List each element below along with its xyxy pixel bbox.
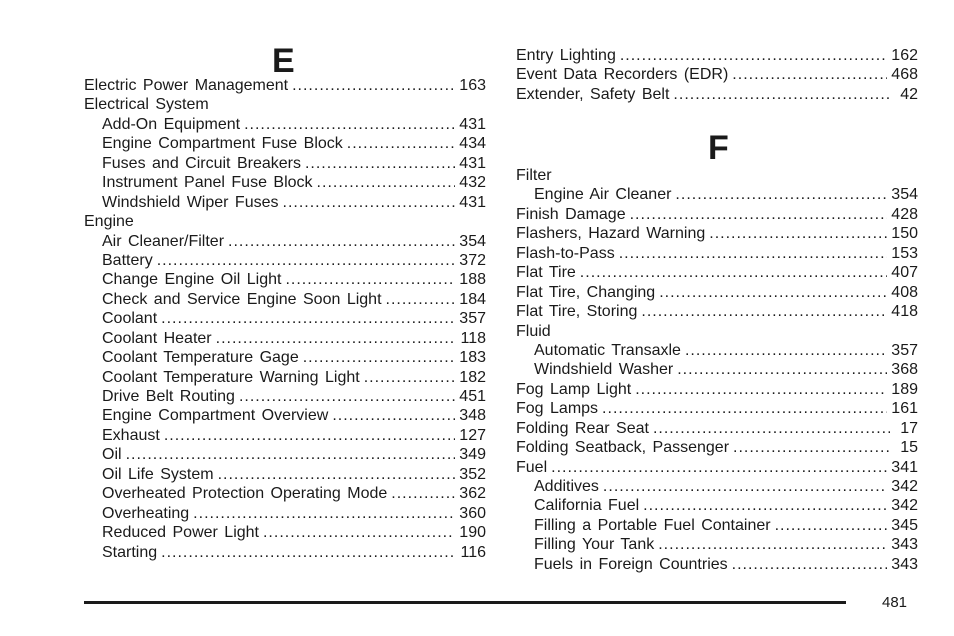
entry-page-number: 188: [459, 271, 486, 289]
index-subentry: [516, 360, 918, 379]
dot-leader: [157, 251, 456, 270]
entry-label: Coolant Temperature Warning Light: [102, 368, 360, 386]
index-list-f: [516, 166, 918, 574]
entry-page-number: 17: [900, 419, 918, 437]
index-subentry: [516, 555, 918, 574]
entry-label: Windshield Washer: [534, 361, 674, 379]
dot-leader: [161, 543, 456, 562]
dot-leader: [161, 309, 455, 328]
entry-page-number: 431: [459, 115, 486, 133]
index-entry: [84, 95, 486, 114]
entry-label: Change Engine Oil Light: [102, 271, 282, 289]
entry-label: Engine Compartment Fuse Block: [102, 135, 343, 153]
index-entry: [516, 85, 918, 104]
entry-page-number: 343: [891, 555, 918, 573]
index-subentry: [84, 523, 486, 542]
index-subentry: [84, 504, 486, 523]
index-subentry: [84, 329, 486, 348]
index-subentry: [84, 465, 486, 484]
entry-label: Finish Damage: [516, 205, 626, 223]
entry-page-number: 349: [459, 446, 486, 464]
dot-leader: [364, 368, 456, 387]
entry-label: Battery: [102, 251, 153, 269]
entry-page-number: 127: [459, 426, 486, 444]
entry-page-number: 354: [891, 186, 918, 204]
entry-label: Event Data Recorders (EDR): [516, 66, 729, 84]
entry-label: Coolant Temperature Gage: [102, 349, 299, 367]
dot-leader: [635, 380, 887, 399]
index-subentry: [84, 232, 486, 251]
entry-label: Fog Lamps: [516, 400, 599, 418]
index-subentry: [516, 477, 918, 496]
index-entry: [84, 212, 486, 231]
index-entry: [516, 458, 918, 477]
entry-label: Exhaust: [102, 426, 160, 444]
entry-page-number: 182: [459, 368, 486, 386]
entry-page-number: 357: [891, 341, 918, 359]
dot-leader: [685, 341, 887, 360]
dot-leader: [283, 193, 456, 212]
dot-leader: [677, 360, 887, 379]
index-entry: [516, 302, 918, 321]
index-subentry: [84, 154, 486, 173]
entry-page-number: 342: [891, 478, 918, 495]
entry-label: Engine Compartment Overview: [102, 407, 329, 425]
entry-page-number: 15: [900, 439, 918, 457]
entry-page-number: 162: [891, 47, 918, 64]
entry-label: Drive Belt Routing: [102, 388, 235, 405]
entry-label: Flash-to-Pass: [516, 244, 615, 262]
index-subentry: [84, 270, 486, 289]
entry-page-number: 428: [891, 205, 918, 223]
dot-leader: [244, 115, 455, 134]
index-entry: [516, 46, 918, 65]
entry-page-number: 431: [459, 193, 486, 211]
entry-label: Windshield Wiper Fuses: [102, 193, 279, 211]
entry-label: Filling a Portable Fuel Container: [534, 516, 771, 534]
entry-label: Flat Tire: [516, 264, 576, 282]
dot-leader: [659, 283, 887, 302]
index-subentry: [84, 406, 486, 425]
index-entry: [516, 166, 918, 185]
index-entry: [516, 65, 918, 84]
entry-label: Oil Life System: [102, 465, 214, 483]
entry-label: Engine: [84, 213, 134, 231]
index-subentry: [84, 426, 486, 445]
index-entry: [516, 263, 918, 282]
dot-leader: [126, 445, 456, 464]
entry-page-number: 183: [459, 349, 486, 367]
dot-leader: [193, 504, 455, 523]
entry-label: Fog Lamp Light: [516, 380, 632, 398]
dot-leader: [347, 134, 456, 153]
entry-page-number: 190: [459, 524, 486, 542]
dot-leader: [675, 185, 887, 204]
index-list-e: [84, 76, 486, 562]
index-entry: [516, 438, 918, 457]
entry-label: Instrument Panel Fuse Block: [102, 174, 313, 192]
index-subentry: [84, 309, 486, 328]
dot-leader: [317, 173, 456, 192]
entry-page-number: 153: [891, 244, 918, 262]
dot-leader: [603, 477, 887, 496]
dot-leader: [285, 270, 455, 289]
entry-page-number: 343: [891, 536, 918, 554]
dot-leader: [305, 154, 455, 173]
index-subentry: [84, 173, 486, 192]
index-subentry: [84, 484, 486, 503]
dot-leader: [391, 484, 455, 503]
entry-label: Fuels in Foreign Countries: [534, 555, 728, 573]
entry-label: Coolant Heater: [102, 329, 212, 347]
index-entry: [516, 399, 918, 418]
dot-leader: [732, 555, 888, 574]
entry-page-number: 432: [459, 174, 486, 192]
index-subentry: [516, 535, 918, 554]
entry-page-number: 360: [459, 504, 486, 522]
dot-leader: [619, 244, 888, 263]
index-subentry: [84, 543, 486, 562]
entry-label: Entry Lighting: [516, 47, 616, 64]
dot-leader: [658, 535, 887, 554]
entry-page-number: 342: [891, 497, 918, 515]
entry-page-number: 418: [891, 303, 918, 321]
dot-leader: [733, 438, 890, 457]
entry-page-number: 341: [891, 458, 918, 476]
entry-page-number: 407: [891, 264, 918, 282]
entry-page-number: 468: [891, 66, 918, 84]
index-entry: [84, 76, 486, 95]
entry-label: Check and Service Engine Soon Light: [102, 290, 382, 308]
dot-leader: [303, 348, 456, 367]
entry-page-number: 348: [459, 407, 486, 425]
index-subentry: [84, 290, 486, 309]
entry-label: Automatic Transaxle: [534, 341, 681, 359]
entry-page-number: 408: [891, 283, 918, 301]
entry-page-number: 368: [891, 361, 918, 379]
footer-rule: [84, 601, 846, 604]
dot-leader: [292, 76, 455, 95]
dot-leader: [386, 290, 456, 309]
entry-label: Fuses and Circuit Breakers: [102, 154, 301, 172]
index-subentry: [516, 516, 918, 535]
entry-page-number: 184: [459, 290, 486, 308]
entry-label: Electric Power Management: [84, 77, 289, 94]
entry-label: Folding Rear Seat: [516, 419, 649, 437]
dot-leader: [775, 516, 888, 535]
entry-page-number: 431: [459, 154, 486, 172]
dot-leader: [643, 496, 887, 515]
entry-label: California Fuel: [534, 497, 640, 515]
entry-page-number: 354: [459, 232, 486, 250]
entry-label: Oil: [102, 446, 122, 464]
entry-label: Reduced Power Light: [102, 524, 259, 542]
entry-page-number: 357: [459, 310, 486, 328]
entry-page-number: 42: [900, 85, 918, 103]
index-subentry: [516, 341, 918, 360]
index-entry: [516, 244, 918, 263]
dot-leader: [641, 302, 887, 321]
entry-page-number: 345: [891, 516, 918, 534]
index-subentry: [84, 193, 486, 212]
dot-leader: [228, 232, 455, 251]
index-entry: [516, 205, 918, 224]
index-entry: [516, 224, 918, 243]
index-subentry: [516, 185, 918, 204]
entry-label: Engine Air Cleaner: [534, 186, 672, 204]
entry-page-number: 451: [459, 388, 486, 405]
entry-label: Overheating: [102, 504, 190, 522]
dot-leader: [620, 46, 887, 65]
dot-leader: [164, 426, 455, 445]
entry-label: Coolant: [102, 310, 158, 328]
dot-leader: [218, 465, 456, 484]
entry-page-number: 372: [459, 251, 486, 269]
entry-label: Add-On Equipment: [102, 115, 241, 133]
index-subentry: [84, 368, 486, 387]
entry-label: Folding Seatback, Passenger: [516, 439, 730, 457]
entry-label: Overheated Protection Operating Mode: [102, 485, 388, 503]
index-entry: [516, 283, 918, 302]
index-subentry: [84, 387, 486, 406]
index-entry: [516, 419, 918, 438]
entry-page-number: 163: [459, 77, 486, 94]
index-subentry: [84, 134, 486, 153]
dot-leader: [602, 399, 887, 418]
entry-label: Filling Your Tank: [534, 536, 655, 554]
entry-label: Air Cleaner/Filter: [102, 232, 225, 250]
entry-page-number: 362: [459, 485, 486, 503]
dot-leader: [732, 65, 887, 84]
entry-label: Flat Tire, Storing: [516, 303, 638, 321]
page-number: 481: [882, 594, 908, 611]
entry-label: Electrical System: [84, 96, 209, 114]
entry-label: Fluid: [516, 322, 551, 340]
index-subentry: [84, 115, 486, 134]
dot-leader: [653, 419, 890, 438]
dot-leader: [216, 329, 457, 348]
entry-page-number: 118: [460, 329, 486, 347]
index-subentry: [84, 251, 486, 270]
index-list-e-continued: [516, 46, 918, 104]
index-subentry: [516, 496, 918, 515]
index-subentry: [84, 445, 486, 464]
section-letter-f: F: [708, 129, 729, 167]
entry-page-number: 116: [460, 543, 486, 561]
dot-leader: [709, 224, 887, 243]
entry-label: Flashers, Hazard Warning: [516, 225, 706, 243]
index-entry: [516, 322, 918, 341]
entry-page-number: 150: [891, 225, 918, 243]
dot-leader: [332, 406, 455, 425]
entry-page-number: 352: [459, 465, 486, 483]
entry-label: Extender, Safety Belt: [516, 85, 670, 103]
entry-page-number: 189: [891, 380, 918, 398]
entry-label: Fuel: [516, 458, 548, 476]
entry-label: Starting: [102, 543, 158, 561]
dot-leader: [580, 263, 888, 282]
dot-leader: [673, 85, 890, 104]
section-letter-e: E: [272, 42, 295, 80]
dot-leader: [263, 523, 455, 542]
entry-label: Flat Tire, Changing: [516, 283, 656, 301]
entry-page-number: 434: [459, 135, 486, 153]
index-entry: [516, 380, 918, 399]
entry-page-number: 161: [891, 400, 918, 418]
dot-leader: [630, 205, 888, 224]
entry-label: Filter: [516, 167, 552, 184]
entry-label: Additives: [534, 478, 599, 495]
dot-leader: [551, 458, 887, 477]
index-subentry: [84, 348, 486, 367]
dot-leader: [239, 387, 455, 406]
